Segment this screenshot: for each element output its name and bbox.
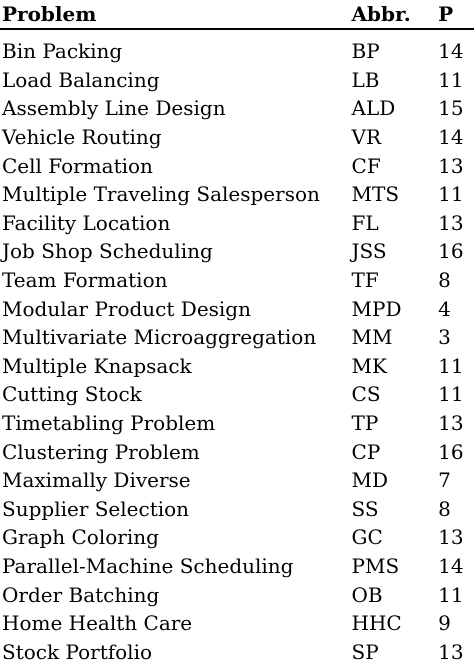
cell-problem: Stock Portfolio (2, 639, 153, 664)
cell-problem: Job Shop Scheduling (2, 239, 213, 264)
cell-abbr: CP (351, 439, 381, 464)
cell-p: 11 (438, 184, 464, 205)
cell-p: 14 (438, 127, 464, 148)
table-header-row (0, 0, 474, 28)
cell-p: 9 (438, 613, 451, 634)
cell-problem: Order Batching (2, 582, 160, 607)
table-row (0, 466, 474, 495)
cell-problem: Clustering Problem (2, 439, 200, 464)
cell-abbr: MM (351, 325, 393, 350)
cell-abbr: MD (351, 468, 389, 493)
cell-p: 4 (438, 298, 451, 319)
table-row (0, 352, 474, 381)
table-body (0, 30, 474, 666)
cell-p: 13 (438, 155, 464, 176)
cell-problem: Multivariate Microaggregation (2, 325, 317, 350)
table-row (0, 495, 474, 524)
table-row (0, 323, 474, 352)
header-p: P (438, 4, 454, 24)
cell-abbr: CS (351, 382, 381, 407)
cell-abbr: MK (351, 353, 387, 378)
cell-p: 11 (438, 69, 464, 90)
cell-problem: Cell Formation (2, 153, 153, 178)
table-row (0, 609, 474, 638)
table-row (0, 437, 474, 466)
cell-abbr: FL (351, 210, 379, 235)
cell-problem: Bin Packing (2, 39, 123, 64)
cell-abbr: PMS (351, 553, 400, 578)
table-row (0, 294, 474, 323)
cell-abbr: MTS (351, 182, 400, 207)
table-row (0, 123, 474, 152)
cell-problem: Assembly Line Design (2, 96, 226, 121)
cell-p: 13 (438, 641, 464, 662)
cell-problem: Supplier Selection (2, 496, 190, 521)
cell-problem: Home Health Care (2, 611, 193, 636)
table-row (0, 409, 474, 438)
cell-abbr: CF (351, 153, 381, 178)
cell-problem: Facility Location (2, 210, 171, 235)
cell-abbr: HHC (351, 611, 402, 636)
table-row (0, 180, 474, 209)
cell-p: 14 (438, 555, 464, 576)
cell-p: 11 (438, 384, 464, 405)
table-row (0, 237, 474, 266)
cell-abbr: OB (351, 582, 383, 607)
cell-abbr: SP (351, 639, 379, 664)
cell-p: 3 (438, 327, 451, 348)
table-row (0, 380, 474, 409)
cell-p: 16 (438, 441, 464, 462)
cell-abbr: TP (351, 411, 379, 436)
table-row (0, 151, 474, 180)
cell-problem: Team Formation (2, 268, 168, 293)
cell-problem: Graph Coloring (2, 525, 159, 550)
header-problem: Problem (2, 2, 97, 26)
cell-p: 8 (438, 270, 451, 291)
table-row (0, 209, 474, 238)
cell-abbr: TF (351, 268, 379, 293)
table-row (0, 266, 474, 295)
cell-abbr: MPD (351, 296, 402, 321)
cell-problem: Maximally Diverse (2, 468, 191, 493)
table-row (0, 552, 474, 581)
cell-p: 13 (438, 212, 464, 233)
table-row (0, 37, 474, 66)
cell-p: 15 (438, 98, 464, 119)
cell-p: 8 (438, 498, 451, 519)
table-row (0, 94, 474, 123)
cell-p: 11 (438, 584, 464, 605)
cell-abbr: GC (351, 525, 383, 550)
cell-abbr: LB (351, 67, 380, 92)
cell-abbr: ALD (351, 96, 396, 121)
cell-problem: Modular Product Design (2, 296, 251, 321)
cell-abbr: BP (351, 39, 380, 64)
table-row (0, 637, 474, 666)
cell-problem: Parallel-Machine Scheduling (2, 553, 294, 578)
cell-problem: Load Balancing (2, 67, 160, 92)
cell-problem: Vehicle Routing (2, 125, 162, 150)
cell-problem: Cutting Stock (2, 382, 142, 407)
cell-p: 13 (438, 527, 464, 548)
cell-p: 16 (438, 241, 464, 262)
table-row (0, 580, 474, 609)
cell-p: 13 (438, 413, 464, 434)
cell-p: 7 (438, 470, 451, 491)
cell-problem: Multiple Knapsack (2, 353, 192, 378)
cell-abbr: JSS (351, 239, 387, 264)
table-row (0, 66, 474, 95)
cell-problem: Multiple Traveling Salesperson (2, 182, 320, 207)
table-row (0, 523, 474, 552)
cell-abbr: VR (351, 125, 382, 150)
header-abbr: Abbr. (351, 2, 411, 26)
cell-p: 11 (438, 355, 464, 376)
cell-problem: Timetabling Problem (2, 411, 216, 436)
cell-abbr: SS (351, 496, 379, 521)
cell-p: 14 (438, 41, 464, 62)
